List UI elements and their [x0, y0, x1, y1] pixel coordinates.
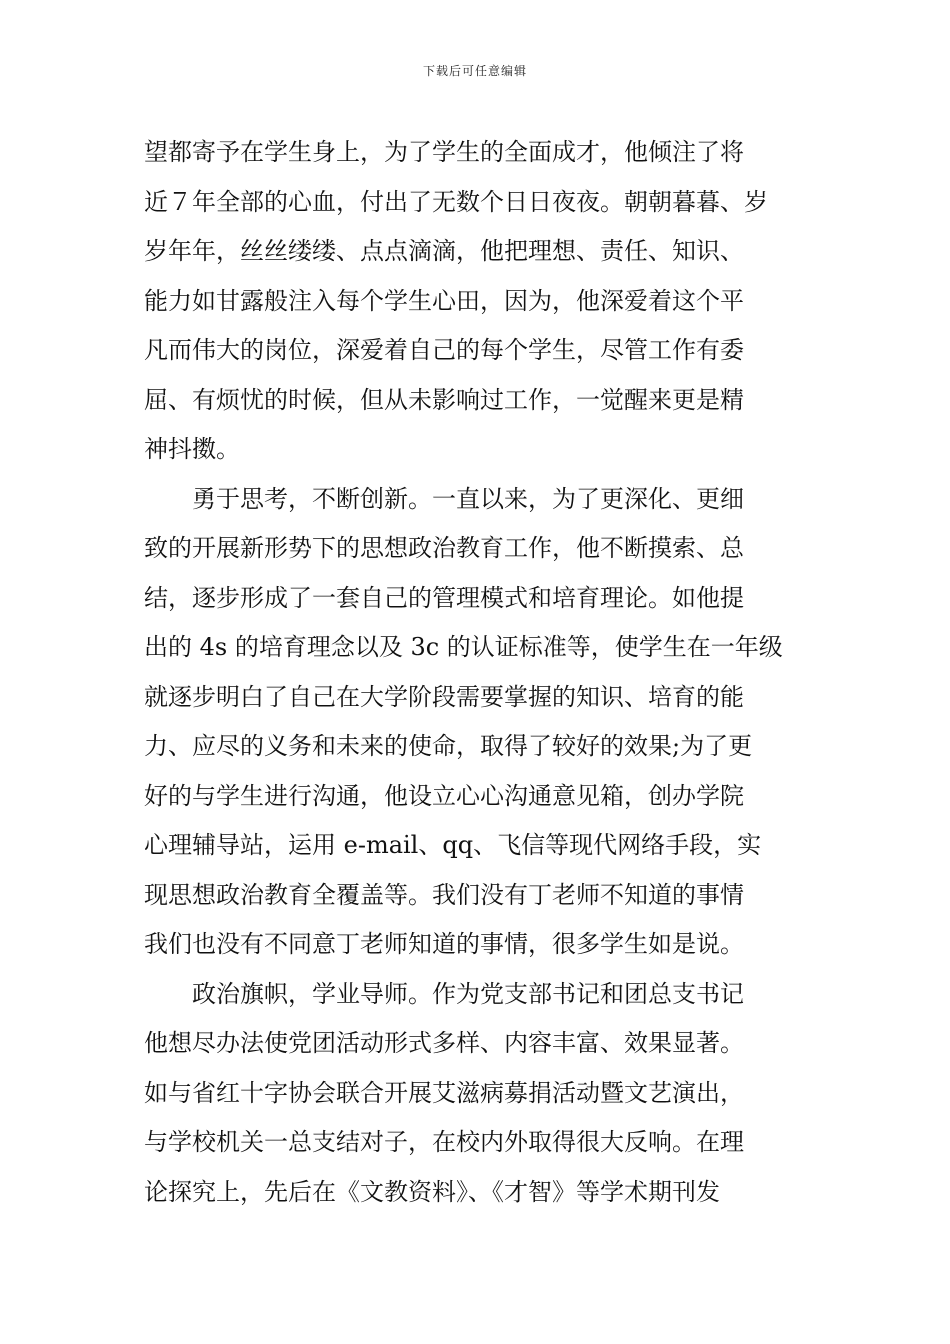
body-line: 心理辅导站，运用 e-mail、qq、飞信等现代网络手段，实: [144, 831, 762, 859]
paragraph-start-line: 政治旗帜，学业导师。作为党支部书记和团总支书记: [192, 979, 744, 1008]
body-line: 现思想政治教育全覆盖等。我们没有丁老师不知道的事情: [144, 880, 744, 909]
document-body: [144, 128, 808, 1217]
body-line: 如与省红十字协会联合开展艾滋病募捐活动暨文艺演出，: [144, 1078, 744, 1107]
body-line: 就逐步明白了自己在大学阶段需要掌握的知识、培育的能: [144, 682, 744, 711]
body-line: 屈、有烦忧的时候，但从未影响过工作，一觉醒来更是精: [144, 385, 744, 414]
body-line: 好的与学生进行沟通，他设立心心沟通意见箱，创办学院: [144, 781, 744, 810]
body-line: 致的开展新形势下的思想政治教育工作，他不断摸索、总: [144, 534, 744, 562]
body-line: 结，逐步形成了一套自己的管理模式和培育理论。如他提: [144, 583, 744, 612]
body-line: 望都寄予在学生身上，为了学生的全面成才，他倾注了将: [144, 138, 744, 166]
body-line: 力、应尽的义务和未来的使命，取得了较好的效果;为了更: [144, 732, 753, 760]
body-line: 岁年年，丝丝缕缕、点点滴滴，他把理想、责任、知识、: [144, 237, 744, 265]
body-line: 近７年全部的心血，付出了无数个日日夜夜。朝朝暮暮、岁: [144, 187, 768, 216]
body-line: 论探究上，先后在《文教资料》、《才智》等学术期刊发: [144, 1177, 720, 1206]
body-line: 神抖擞。: [144, 435, 240, 463]
body-line: 能力如甘露般注入每个学生心田，因为，他深爱着这个平: [144, 286, 744, 315]
body-line: 凡而伟大的岗位，深爱着自己的每个学生，尽管工作有委: [144, 336, 744, 364]
body-line: 与学校机关一总支结对子，在校内外取得很大反响。在理: [144, 1128, 744, 1156]
body-line: 我们也没有不同意丁老师知道的事情，很多学生如是说。: [144, 930, 744, 958]
body-line: 出的 4s 的培育理念以及 3c 的认证标准等，使学生在一年级: [144, 633, 783, 661]
page-header: 下载后可任意编辑: [422, 64, 527, 78]
body-line: 他想尽办法使党团活动形式多样、内容丰富、效果显著。: [144, 1029, 744, 1057]
paragraph-start-line: 勇于思考，不断创新。一直以来，为了更深化、更细: [192, 484, 744, 513]
